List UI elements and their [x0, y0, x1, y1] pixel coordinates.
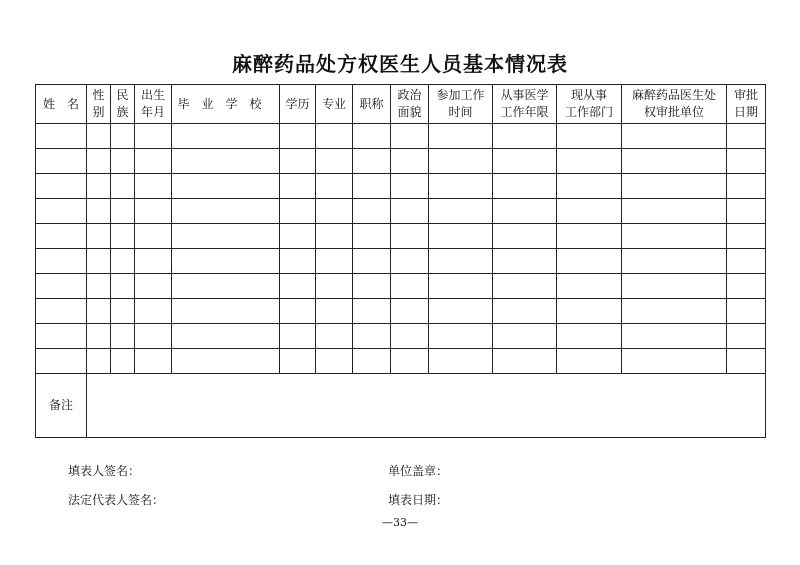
table-cell[interactable]: [111, 224, 135, 249]
table-cell[interactable]: [280, 274, 316, 299]
table-cell[interactable]: [557, 199, 622, 224]
table-cell[interactable]: [557, 174, 622, 199]
table-cell[interactable]: [135, 299, 172, 324]
header-row: [36, 85, 766, 124]
table-row: [36, 149, 766, 174]
remarks-row: [36, 374, 766, 438]
table-cell[interactable]: [87, 299, 111, 324]
table-cell[interactable]: [87, 224, 111, 249]
table-cell[interactable]: [727, 224, 766, 249]
table-cell[interactable]: [622, 124, 727, 149]
table-cell[interactable]: [172, 149, 280, 174]
table-cell[interactable]: [280, 249, 316, 274]
table-cell[interactable]: [135, 249, 172, 274]
table-cell[interactable]: [391, 199, 429, 224]
table-cell[interactable]: [172, 299, 280, 324]
table-cell[interactable]: [557, 274, 622, 299]
table-cell[interactable]: [36, 274, 87, 299]
table-cell[interactable]: [36, 299, 87, 324]
table-cell[interactable]: [280, 199, 316, 224]
table-cell[interactable]: [87, 349, 111, 374]
table-cell[interactable]: [36, 324, 87, 349]
table-row: [36, 124, 766, 149]
table-cell[interactable]: [135, 174, 172, 199]
table-cell[interactable]: [557, 149, 622, 174]
table-cell[interactable]: [557, 349, 622, 374]
table-row: [36, 349, 766, 374]
table-cell[interactable]: [493, 349, 557, 374]
table-cell[interactable]: [391, 274, 429, 299]
stray-mark: .: [170, 263, 174, 274]
table-cell[interactable]: [280, 349, 316, 374]
table-cell[interactable]: [280, 174, 316, 199]
table-cell[interactable]: [391, 249, 429, 274]
table-cell[interactable]: [172, 199, 280, 224]
remarks-field[interactable]: [87, 374, 766, 438]
table-row: [36, 274, 766, 299]
header-birth-date: 出生 年月: [135, 85, 172, 124]
table-cell[interactable]: [111, 249, 135, 274]
table-cell[interactable]: [316, 249, 353, 274]
table-cell[interactable]: [87, 199, 111, 224]
header-title: 职称: [353, 85, 391, 124]
table-cell[interactable]: [280, 124, 316, 149]
table-cell[interactable]: [135, 124, 172, 149]
table-cell[interactable]: [135, 199, 172, 224]
table-cell[interactable]: [493, 249, 557, 274]
table-cell[interactable]: [391, 124, 429, 149]
table-cell[interactable]: [316, 124, 353, 149]
table-cell[interactable]: [727, 174, 766, 199]
table-cell[interactable]: [727, 249, 766, 274]
table-cell[interactable]: [429, 149, 493, 174]
table-cell[interactable]: [493, 174, 557, 199]
table-cell[interactable]: [622, 224, 727, 249]
table-cell[interactable]: [87, 274, 111, 299]
header-graduated-school: 毕业学校: [172, 85, 280, 124]
table-cell[interactable]: [727, 324, 766, 349]
table-cell[interactable]: [353, 224, 391, 249]
table-row: [36, 174, 766, 199]
table-cell[interactable]: [622, 349, 727, 374]
table-cell[interactable]: [172, 124, 280, 149]
table-cell[interactable]: [353, 349, 391, 374]
legal-rep-signature-label: 法定代表人签名：: [68, 493, 165, 507]
table-cell[interactable]: [316, 174, 353, 199]
table-cell[interactable]: [493, 124, 557, 149]
table-cell[interactable]: [557, 124, 622, 149]
table-cell[interactable]: [391, 174, 429, 199]
table-cell[interactable]: [36, 174, 87, 199]
table-cell[interactable]: [429, 349, 493, 374]
table-cell[interactable]: [36, 349, 87, 374]
page-number: —33—: [382, 516, 418, 529]
table-cell[interactable]: [353, 124, 391, 149]
table-cell[interactable]: [36, 224, 87, 249]
table-cell[interactable]: [135, 274, 172, 299]
table-cell[interactable]: [429, 249, 493, 274]
table-cell[interactable]: [429, 199, 493, 224]
table-cell[interactable]: [316, 299, 353, 324]
table-cell[interactable]: [622, 274, 727, 299]
table-cell[interactable]: [493, 199, 557, 224]
table-cell[interactable]: [172, 349, 280, 374]
table-cell[interactable]: [316, 274, 353, 299]
table-cell[interactable]: [316, 149, 353, 174]
table-cell[interactable]: [429, 174, 493, 199]
table-cell[interactable]: [87, 174, 111, 199]
table-cell[interactable]: [172, 274, 280, 299]
table-cell[interactable]: [111, 324, 135, 349]
table-cell[interactable]: [353, 249, 391, 274]
table-cell[interactable]: [316, 199, 353, 224]
table-cell[interactable]: [622, 174, 727, 199]
doctor-info-table: [35, 84, 766, 438]
table-cell[interactable]: [172, 224, 280, 249]
table-cell[interactable]: [353, 324, 391, 349]
table-cell[interactable]: [36, 199, 87, 224]
table-cell[interactable]: [172, 174, 280, 199]
table-cell[interactable]: [111, 149, 135, 174]
form-title: 麻醉药品处方权医生人员基本情况表: [232, 52, 568, 76]
table-cell[interactable]: [87, 324, 111, 349]
header-major: 专业: [316, 85, 353, 124]
remarks-label: 备注: [36, 374, 87, 438]
header-medical-years: 从事医学 工作年限: [493, 85, 557, 124]
table-cell[interactable]: [493, 224, 557, 249]
table-cell[interactable]: [111, 274, 135, 299]
table-cell[interactable]: [135, 349, 172, 374]
header-department: 现从事 工作部门: [557, 85, 622, 124]
table-cell[interactable]: [391, 349, 429, 374]
table-cell[interactable]: [111, 299, 135, 324]
table-cell[interactable]: [353, 299, 391, 324]
table-cell[interactable]: [557, 299, 622, 324]
table-cell[interactable]: [316, 349, 353, 374]
table-cell[interactable]: [391, 149, 429, 174]
table-cell[interactable]: [353, 199, 391, 224]
header-approval-date: 审批 日期: [727, 85, 766, 124]
table-cell[interactable]: [493, 324, 557, 349]
table-row: [36, 249, 766, 274]
table-cell[interactable]: [429, 274, 493, 299]
table-cell[interactable]: [622, 299, 727, 324]
table-cell[interactable]: [87, 249, 111, 274]
header-name: 姓 名: [36, 85, 87, 124]
header-gender: 性 别: [87, 85, 111, 124]
table-cell[interactable]: [280, 299, 316, 324]
table-cell[interactable]: [111, 124, 135, 149]
table-cell[interactable]: [172, 324, 280, 349]
header-education: 学历: [280, 85, 316, 124]
table-cell[interactable]: [111, 199, 135, 224]
table-cell[interactable]: [135, 224, 172, 249]
table-cell[interactable]: [87, 124, 111, 149]
unit-seal-label: 单位盖章：: [388, 464, 449, 478]
table-row: [36, 299, 766, 324]
header-approval-unit: 麻醉药品医生处 权审批单位: [622, 85, 727, 124]
table-cell[interactable]: [429, 124, 493, 149]
table-cell[interactable]: [727, 349, 766, 374]
table-cell[interactable]: [429, 224, 493, 249]
table-cell[interactable]: [557, 249, 622, 274]
table-cell[interactable]: [493, 274, 557, 299]
table-cell[interactable]: [280, 224, 316, 249]
table-cell[interactable]: [622, 249, 727, 274]
header-ethnicity: 民 族: [111, 85, 135, 124]
table-cell[interactable]: [36, 124, 87, 149]
table-cell[interactable]: [727, 199, 766, 224]
table-cell[interactable]: [727, 124, 766, 149]
table-cell[interactable]: [172, 249, 280, 274]
table-cell[interactable]: [727, 274, 766, 299]
table-cell[interactable]: [36, 149, 87, 174]
table-cell[interactable]: [727, 149, 766, 174]
table-cell[interactable]: [429, 324, 493, 349]
table-cell[interactable]: [429, 299, 493, 324]
table-row: [36, 199, 766, 224]
table-cell[interactable]: [391, 299, 429, 324]
table-cell[interactable]: [622, 199, 727, 224]
table-cell[interactable]: [316, 324, 353, 349]
table-cell[interactable]: [557, 224, 622, 249]
table-cell[interactable]: [353, 174, 391, 199]
table-cell[interactable]: [353, 149, 391, 174]
table-cell[interactable]: [135, 149, 172, 174]
fill-date-label: 填表日期：: [388, 493, 449, 507]
filler-signature-label: 填表人签名：: [68, 464, 141, 478]
table-cell[interactable]: [391, 224, 429, 249]
header-political-status: 政治 面貌: [391, 85, 429, 124]
table-row: [36, 224, 766, 249]
table-cell[interactable]: [111, 349, 135, 374]
table-cell[interactable]: [622, 324, 727, 349]
table-cell[interactable]: [391, 324, 429, 349]
table-cell[interactable]: [111, 174, 135, 199]
table-cell[interactable]: [727, 299, 766, 324]
table-cell[interactable]: [353, 274, 391, 299]
table-cell[interactable]: [280, 149, 316, 174]
table-cell[interactable]: [87, 149, 111, 174]
table-cell[interactable]: [135, 324, 172, 349]
table-cell[interactable]: [36, 249, 87, 274]
table-cell[interactable]: [493, 299, 557, 324]
table-cell[interactable]: [622, 149, 727, 174]
table-cell[interactable]: [557, 324, 622, 349]
table-cell[interactable]: [316, 224, 353, 249]
header-work-start: 参加工作 时间: [429, 85, 493, 124]
table-row: [36, 324, 766, 349]
table-cell[interactable]: [493, 149, 557, 174]
table-cell[interactable]: [280, 324, 316, 349]
